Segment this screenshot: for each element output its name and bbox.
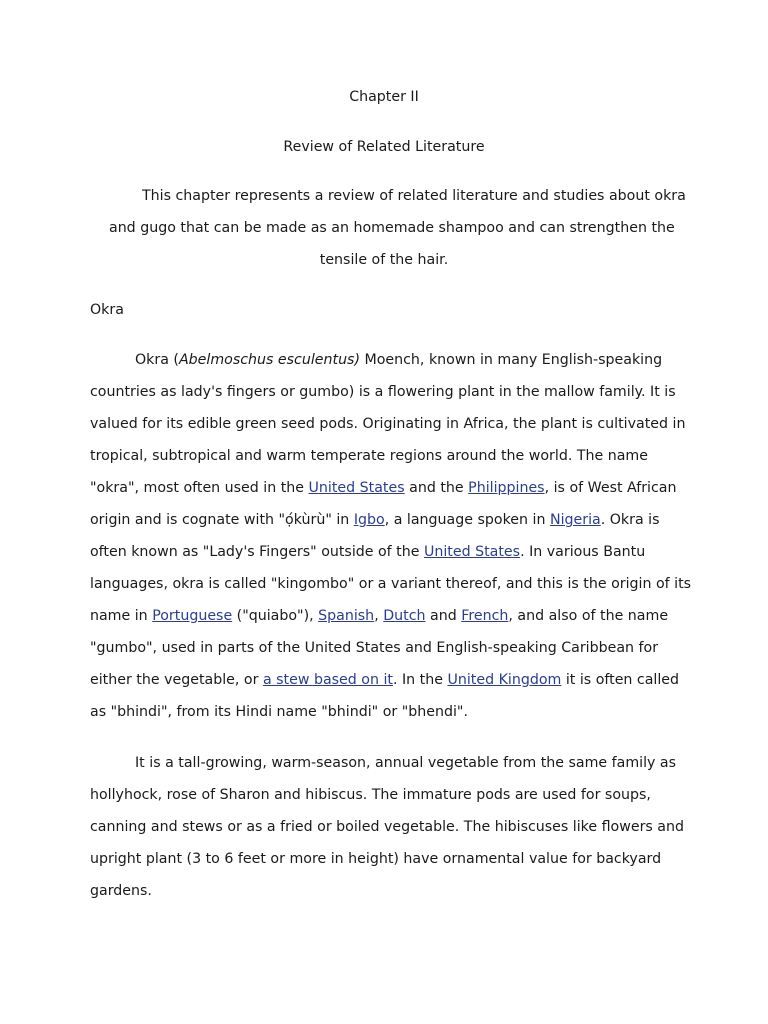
text-span: Okra ( bbox=[135, 352, 179, 368]
text-span: , a language spoken in bbox=[384, 512, 550, 528]
text-span: . Okra is bbox=[600, 512, 660, 528]
scientific-name: Abelmoschus esculentus) bbox=[178, 352, 360, 368]
chapter-label: Chapter II bbox=[349, 89, 419, 105]
link-united-kingdom[interactable]: United Kingdom bbox=[447, 672, 562, 688]
p2-line-1: It is a tall-growing, warm-season, annual vegetable from the same family as bbox=[135, 755, 677, 771]
p1-line-10: "gumbo", used in parts of the United States and English-speaking Caribbean for bbox=[90, 640, 659, 656]
intro-line-3: tensile of the hair. bbox=[319, 252, 449, 268]
link-united-states[interactable]: United States bbox=[308, 480, 405, 496]
text-span: , is of West African bbox=[544, 480, 677, 496]
p2-line-3: canning and stews or as a fried or boiled vegetable. The hibiscuses like flowers and bbox=[90, 819, 684, 835]
text-span: origin and is cognate with "ọ́kùrù" in bbox=[90, 512, 354, 528]
p1-line-5 bbox=[90, 480, 677, 496]
p2-line-5: gardens. bbox=[90, 883, 152, 899]
section-heading: Okra bbox=[90, 302, 124, 318]
link-philippines[interactable]: Philippines bbox=[468, 480, 545, 496]
text-span: "okra", most often used in the bbox=[90, 480, 309, 496]
p1-line-8: languages, okra is called "kingombo" or a variant thereof, and this is the origin of its bbox=[90, 576, 692, 592]
text-span: and the bbox=[404, 480, 469, 496]
text-span: . In the bbox=[392, 672, 448, 688]
text-span: often known as "Lady's Fingers" outside of the bbox=[90, 544, 424, 560]
text-span: either the vegetable, or bbox=[90, 672, 263, 688]
p2-line-4: upright plant (3 to 6 feet or more in height) have ornamental value for backyard bbox=[90, 851, 662, 867]
text-span: name in bbox=[90, 608, 153, 624]
p1-line-12: as "bhindi", from its Hindi name "bhindi" or "bhendi". bbox=[90, 704, 468, 720]
p2-line-2: hollyhock, rose of Sharon and hibiscus. The immature pods are used for soups, bbox=[90, 787, 651, 803]
p1-line-3: valued for its edible green seed pods. Originating in Africa, the plant is cultivated in bbox=[90, 416, 686, 432]
intro-line-1: This chapter represents a review of related literature and studies about okra bbox=[142, 188, 686, 204]
text-span: ("quiabo"), bbox=[232, 608, 319, 624]
p1-line-9 bbox=[90, 608, 668, 624]
link-igbo[interactable]: Igbo bbox=[353, 512, 385, 528]
text-span: . In various Bantu bbox=[520, 544, 646, 560]
p1-line-7 bbox=[90, 544, 645, 560]
link-gumbo-stew[interactable]: a stew based on it bbox=[262, 672, 393, 688]
text-span: , and also of the name bbox=[508, 608, 669, 624]
link-portuguese[interactable]: Portuguese bbox=[152, 608, 233, 624]
text-span: Moench, known in many English-speaking bbox=[359, 352, 663, 368]
link-dutch[interactable]: Dutch bbox=[383, 608, 426, 624]
link-spanish[interactable]: Spanish bbox=[318, 608, 375, 624]
p1-line-2: countries as lady's fingers or gumbo) is a flowering plant in the mallow family. It is bbox=[90, 384, 676, 400]
intro-line-2: and gugo that can be made as an homemade shampoo and can strengthen the bbox=[109, 220, 675, 236]
link-french[interactable]: French bbox=[461, 608, 509, 624]
p1-line-6 bbox=[90, 512, 660, 528]
text-span: , bbox=[374, 608, 384, 624]
p1-line-4: tropical, subtropical and warm temperate regions around the world. The name bbox=[90, 448, 648, 464]
p1-line-1 bbox=[135, 352, 662, 368]
text-span: and bbox=[425, 608, 462, 624]
text-span: it is often called bbox=[561, 672, 680, 688]
page-title: Review of Related Literature bbox=[283, 139, 485, 155]
link-united-states-2[interactable]: United States bbox=[423, 544, 521, 560]
link-nigeria[interactable]: Nigeria bbox=[549, 512, 601, 528]
p1-line-11 bbox=[90, 672, 679, 688]
